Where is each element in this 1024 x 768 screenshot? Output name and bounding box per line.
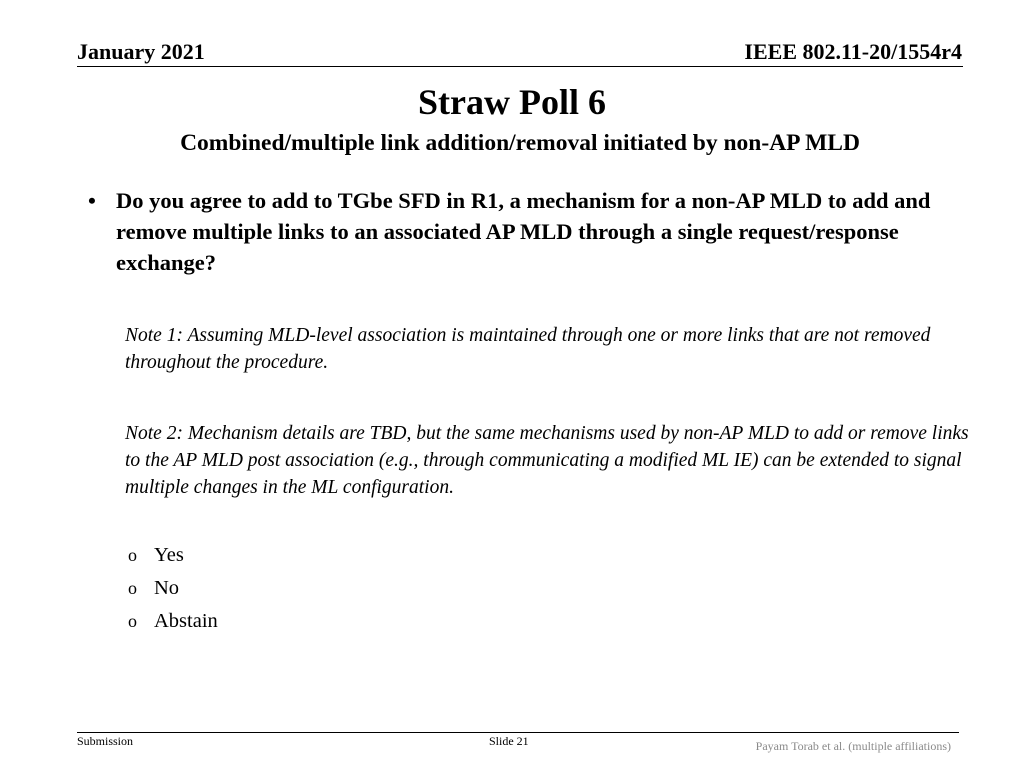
- poll-option-no: [128, 572, 218, 605]
- poll-option-label: No: [154, 577, 180, 599]
- poll-option-label: Abstain: [154, 610, 218, 632]
- footer-submission: Submission: [77, 734, 134, 748]
- slide-subtitle: Combined/multiple link addition/removal initiated by non-AP MLD: [180, 130, 860, 156]
- poll-options: [128, 539, 218, 638]
- circle-bullet-icon: o: [128, 545, 137, 565]
- poll-question-text: Do you agree to add to TGbe SFD in R1, a mechanism for a non-AP MLD to add and remove multiple links to an associated AP MLD through a single request/response exchange?: [116, 188, 931, 275]
- poll-question: [88, 185, 968, 278]
- poll-option-abstain: [128, 605, 218, 638]
- header-divider: [77, 66, 963, 67]
- poll-option-yes: [128, 539, 218, 572]
- bullet-icon: •: [88, 188, 96, 213]
- note-2: Note 2: Mechanism details are TBD, but the same mechanisms used by non-AP MLD to add or remove links to the AP MLD post association (e.g., through communicating a modified ML IE) can be extended to signal multiple changes in the ML configuration.: [125, 423, 969, 498]
- footer-slide-number: Slide 21: [489, 734, 529, 748]
- circle-bullet-icon: o: [128, 611, 137, 631]
- poll-option-label: Yes: [154, 544, 184, 566]
- footer-divider: [77, 732, 959, 733]
- header-date: January 2021: [77, 39, 205, 64]
- slide-title: Straw Poll 6: [418, 82, 606, 122]
- header-document-id: IEEE 802.11-20/1554r4: [744, 39, 962, 64]
- footer-authors: Payam Torab et al. (multiple affiliations): [755, 739, 951, 753]
- note-1: Note 1: Assuming MLD-level association is maintained through one or more links that are not removed throughout the procedure.: [125, 325, 931, 373]
- circle-bullet-icon: o: [128, 578, 137, 598]
